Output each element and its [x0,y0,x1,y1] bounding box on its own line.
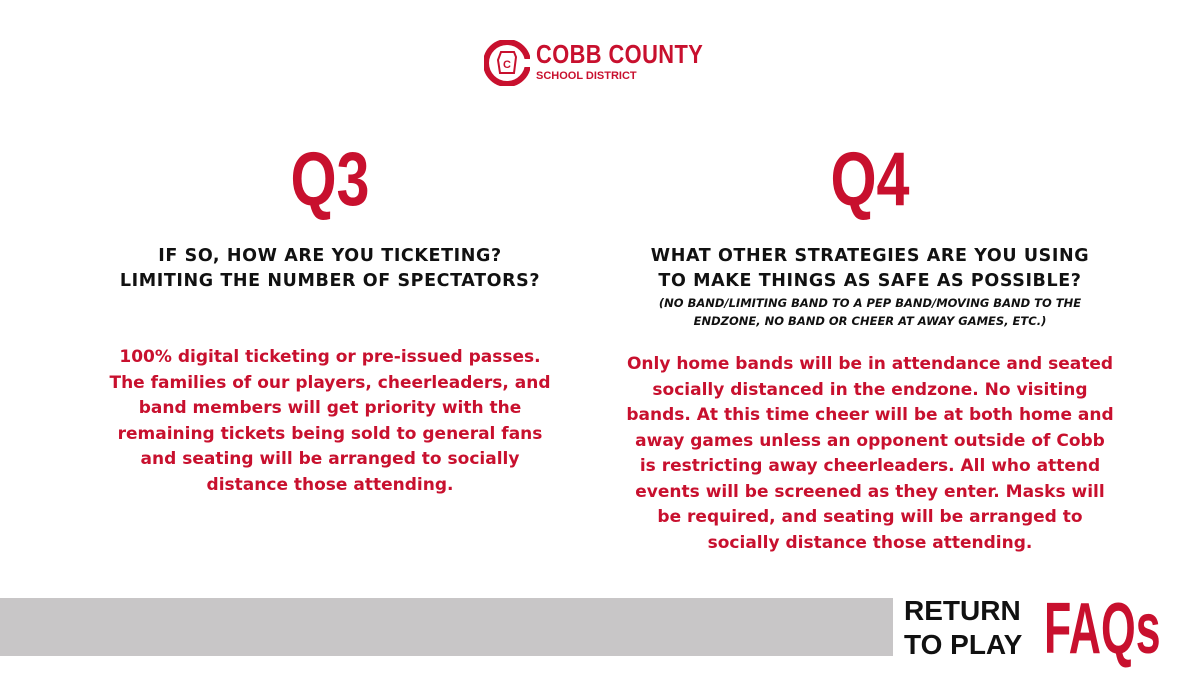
question-number: Q3 [290,137,370,222]
question-heading [600,244,1140,294]
return-to-play-faqs-logo [902,589,1192,669]
answer-line: and seating will be arranged to socially [140,449,520,469]
footer-bar [0,598,893,656]
answer-line: remaining tickets being sold to general fans [117,423,543,444]
answer-line: The families of our players, cheerleaders, and [109,372,551,393]
question-number: Q4 [830,137,910,222]
question-q3 [80,138,580,498]
answer-line: events will be screened as they enter. Masks will [635,481,1105,502]
answer-line: Only home bands will be in attendance and seated [626,354,1114,374]
district-subname: SCHOOL DISTRICT [536,70,637,82]
question-note-line: ENDZONE, NO BAND OR CHEER AT AWAY GAMES, ETC.) [693,314,1047,328]
answer-text [80,345,580,498]
cobb-c-logo-icon [484,40,530,86]
answer-line: socially distanced in the endzone. No visiting [652,379,1088,400]
answer-text [600,352,1140,556]
district-name: COBB COUNTY [536,39,704,69]
question-heading-line: IF SO, HOW ARE YOU TICKETING? [158,246,502,266]
footer-line-return: RETURN [904,595,1021,626]
svg-text:C: C [503,59,511,71]
question-note [600,294,1140,330]
answer-line: is restricting away cheerleaders. All who attend [639,456,1101,476]
footer-line-to-play: TO PLAY [904,629,1023,660]
answer-line: 100% digital ticketing or pre-issued passes. [119,347,541,367]
answer-line: bands. At this time cheer will be at both home and [626,405,1114,425]
answer-line: be required, and seating will be arranged to [657,507,1083,527]
district-logo [484,40,724,88]
answer-line: distance those attending. [206,474,454,495]
answer-line: band members will get priority with the [138,398,522,418]
question-heading-line: WHAT OTHER STRATEGIES ARE YOU USING [650,246,1090,266]
footer-faqs: FAQs [1044,589,1161,669]
question-heading [80,244,580,294]
question-q4 [600,138,1140,556]
answer-line: socially distance those attending. [707,532,1033,553]
question-note-line: (NO BAND/LIMITING BAND TO A PEP BAND/MOVING BAND TO THE [658,296,1082,310]
question-heading-line: TO MAKE THINGS AS SAFE AS POSSIBLE? [658,271,1082,291]
answer-line: away games unless an opponent outside of Cobb [635,430,1105,451]
question-heading-line: LIMITING THE NUMBER OF SPECTATORS? [119,271,541,291]
